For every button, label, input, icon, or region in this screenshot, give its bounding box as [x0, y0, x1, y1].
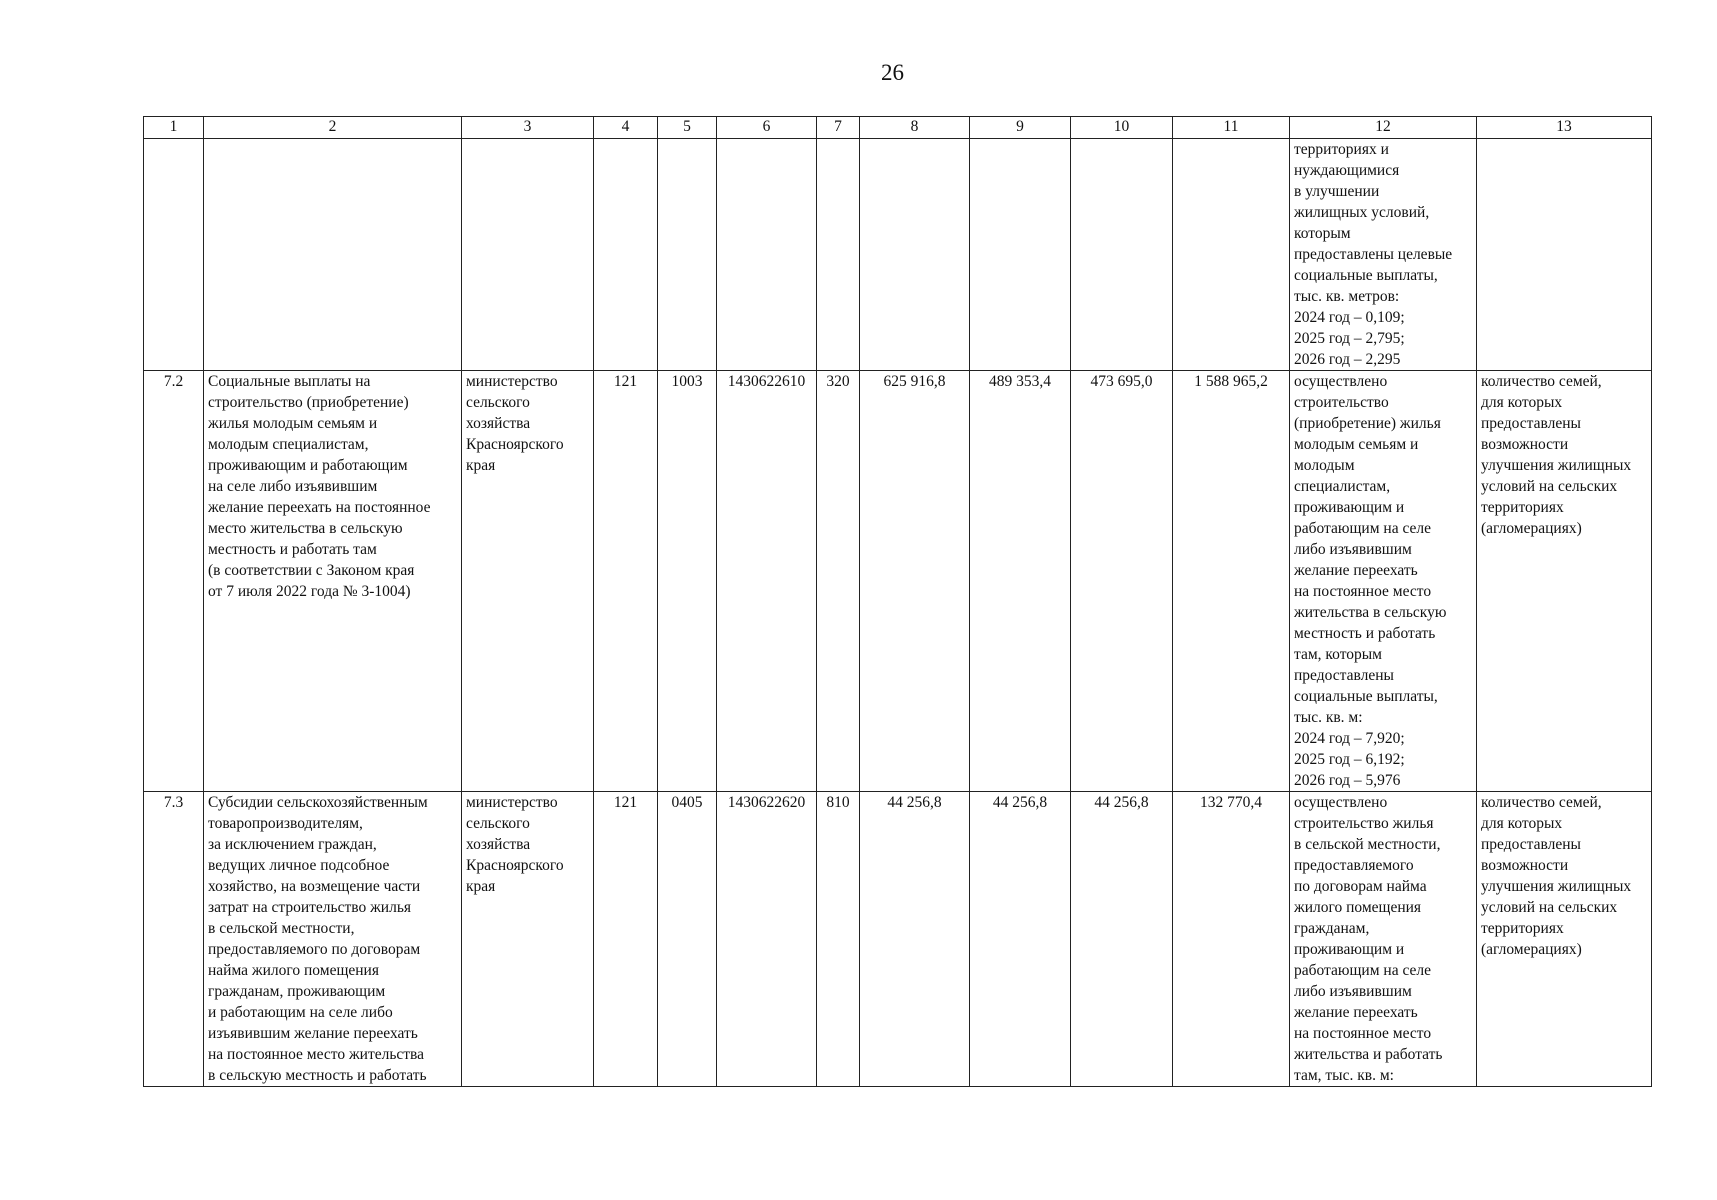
code-cell: 810 [817, 792, 860, 1087]
column-header: 3 [462, 117, 594, 139]
amount-cell [1071, 139, 1173, 371]
code-cell: 121 [594, 371, 658, 792]
table-row [144, 792, 1652, 1087]
code-cell [658, 139, 717, 371]
amount-cell: 473 695,0 [1071, 371, 1173, 792]
column-header: 7 [817, 117, 860, 139]
responsible-agency: министерство сельского хозяйства Красноярского края [462, 371, 594, 792]
column-header: 2 [204, 117, 462, 139]
expected-result: территориях и нуждающимися в улучшении жилищных условий, которым предоставлены целевые социальные выплаты, тыс. кв. метров: 2024 год – 0,109; 2025 год – 2,795; 2026 год – 2,295 [1290, 139, 1477, 371]
indicator [1477, 139, 1652, 371]
column-header: 1 [144, 117, 204, 139]
code-cell: 320 [817, 371, 860, 792]
column-header: 13 [1477, 117, 1652, 139]
column-number-row [144, 117, 1652, 139]
indicator: количество семей, для которых предоставлены возможности улучшения жилищных условий на сельских территориях (агломерациях) [1477, 792, 1652, 1087]
responsible-agency [462, 139, 594, 371]
code-cell: 0405 [658, 792, 717, 1087]
amount-cell: 44 256,8 [1071, 792, 1173, 1087]
amount-cell: 489 353,4 [970, 371, 1071, 792]
code-cell [717, 139, 817, 371]
code-cell [594, 139, 658, 371]
code-cell: 1430622610 [717, 371, 817, 792]
amount-cell [860, 139, 970, 371]
table-row [144, 139, 1652, 371]
column-header: 6 [717, 117, 817, 139]
amount-cell: 132 770,4 [1173, 792, 1290, 1087]
measure-name [204, 139, 462, 371]
code-cell: 1430622620 [717, 792, 817, 1087]
page-number: 26 [881, 60, 904, 85]
column-header: 8 [860, 117, 970, 139]
column-header: 5 [658, 117, 717, 139]
measure-name: Социальные выплаты на строительство (приобретение) жилья молодым семьям и молодым специалистам, проживающим и работающим на селе либо изъявившим желание переехать на постоянное место жительства в сельскую местность и работать там (в соответствии с Законом края от 7 июля 2022 года № 3-1004) [204, 371, 462, 792]
code-cell [817, 139, 860, 371]
column-header: 4 [594, 117, 658, 139]
expected-result: осуществлено строительство (приобретение) жилья молодым семьям и молодым специалистам, проживающим и работающим на селе либо изъявившим желание переехать на постоянное место жительства в сельскую местность и работать там, которым предоставлены социальные выплаты, тыс. кв. м: 2024 год – 7,920; 2025 год – 6,192; 2026 год – 5,976 [1290, 371, 1477, 792]
table-row [144, 371, 1652, 792]
amount-cell [970, 139, 1071, 371]
item-number: 7.2 [144, 371, 204, 792]
column-header: 12 [1290, 117, 1477, 139]
column-header: 11 [1173, 117, 1290, 139]
indicator: количество семей, для которых предоставлены возможности улучшения жилищных условий на сельских территориях (агломерациях) [1477, 371, 1652, 792]
column-header: 10 [1071, 117, 1173, 139]
code-cell: 1003 [658, 371, 717, 792]
amount-cell [1173, 139, 1290, 371]
amount-cell: 625 916,8 [860, 371, 970, 792]
item-number [144, 139, 204, 371]
responsible-agency: министерство сельского хозяйства Красноярского края [462, 792, 594, 1087]
program-measures-table [143, 116, 1652, 1087]
measure-name: Субсидии сельскохозяйственным товаропроизводителям, за исключением граждан, ведущих личное подсобное хозяйство, на возмещение части затрат на строительство жилья в сельской местности, предоставляемого по договорам найма жилого помещения гражданам, проживающим и работающим на селе либо изъявившим желание переехать на постоянное место жительства в сельскую местность и работать [204, 792, 462, 1087]
amount-cell: 44 256,8 [970, 792, 1071, 1087]
item-number: 7.3 [144, 792, 204, 1087]
code-cell: 121 [594, 792, 658, 1087]
amount-cell: 44 256,8 [860, 792, 970, 1087]
amount-cell: 1 588 965,2 [1173, 371, 1290, 792]
expected-result: осуществлено строительство жилья в сельской местности, предоставляемого по договорам найма жилого помещения гражданам, проживающим и работающим на селе либо изъявившим желание переехать на постоянное место жительства и работать там, тыс. кв. м: [1290, 792, 1477, 1087]
column-header: 9 [970, 117, 1071, 139]
